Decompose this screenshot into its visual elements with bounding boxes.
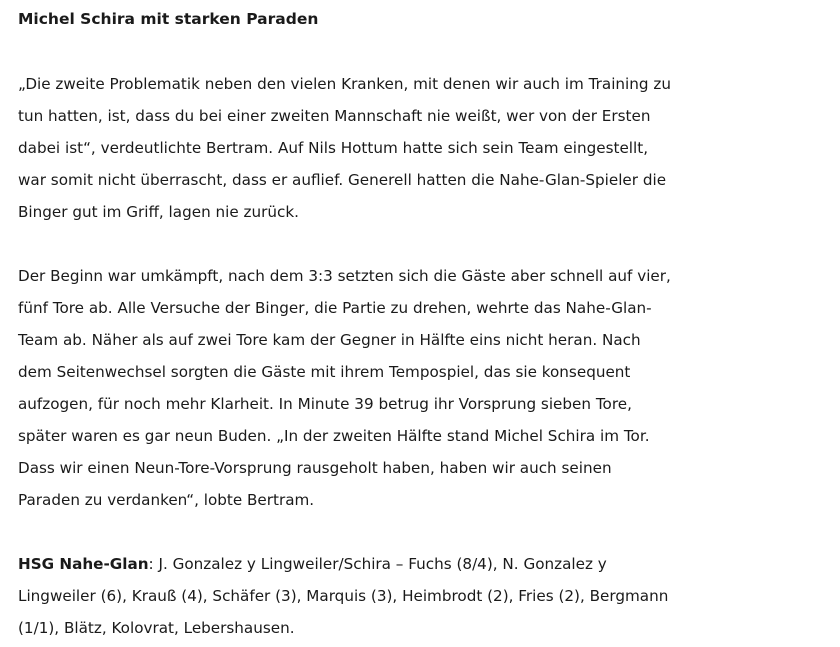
text-line: war somit nicht überrascht, dass er auflief. Generell hatten die Nahe-Glan-Spieler die xyxy=(18,171,667,189)
text-line: Paraden zu verdanken“, lobte Bertram. xyxy=(18,491,315,509)
text-line: fünf Tore ab. Alle Versuche der Binger, die Partie zu drehen, wehrte das Nahe-Glan- xyxy=(18,299,652,317)
text-line: Der Beginn war umkämpft, nach dem 3:3 setzten sich die Gäste aber schnell auf vier, xyxy=(18,267,671,285)
text-line: aufzogen, für noch mehr Klarheit. In Minute 39 betrug ihr Vorsprung sieben Tore, xyxy=(18,395,632,413)
text-line xyxy=(18,548,708,580)
text-line: Team ab. Näher als auf zwei Tore kam der Gegner in Hälfte eins nicht heran. Nach xyxy=(18,331,641,349)
roster-text: : J. Gonzalez y Lingweiler/Schira – Fuchs (8/4), N. Gonzalez y xyxy=(148,555,607,573)
text-line: tun hatten, ist, dass du bei einer zweiten Mannschaft nie weißt, wer von der Ersten xyxy=(18,107,651,125)
text-line: später waren es gar neun Buden. „In der zweiten Hälfte stand Michel Schira im Tor. xyxy=(18,427,650,445)
text-line: Dass wir einen Neun-Tore-Vorsprung rausgeholt haben, haben wir auch seinen xyxy=(18,459,612,477)
text-line: dabei ist“, verdeutlichte Bertram. Auf Nils Hottum hatte sich sein Team eingestellt, xyxy=(18,139,649,157)
text-line: (1/1), Blätz, Kolovrat, Lebershausen. xyxy=(18,619,295,637)
paragraph-quote-problems xyxy=(18,68,708,228)
paragraph-match-report xyxy=(18,260,708,516)
text-line: Binger gut im Griff, lagen nie zurück. xyxy=(18,203,299,221)
section-heading: Michel Schira mit starken Paraden xyxy=(18,10,319,28)
text-line: „Die zweite Problematik neben den vielen Kranken, mit denen wir auch im Training zu xyxy=(18,75,671,93)
text-line: dem Seitenwechsel sorgten die Gäste mit ihrem Tempospiel, das sie konsequent xyxy=(18,363,631,381)
roster-paragraph xyxy=(18,548,708,644)
team-name: HSG Nahe-Glan xyxy=(18,555,149,573)
text-line: Lingweiler (6), Krauß (4), Schäfer (3), Marquis (3), Heimbrodt (2), Fries (2), Bergmann xyxy=(18,587,669,605)
